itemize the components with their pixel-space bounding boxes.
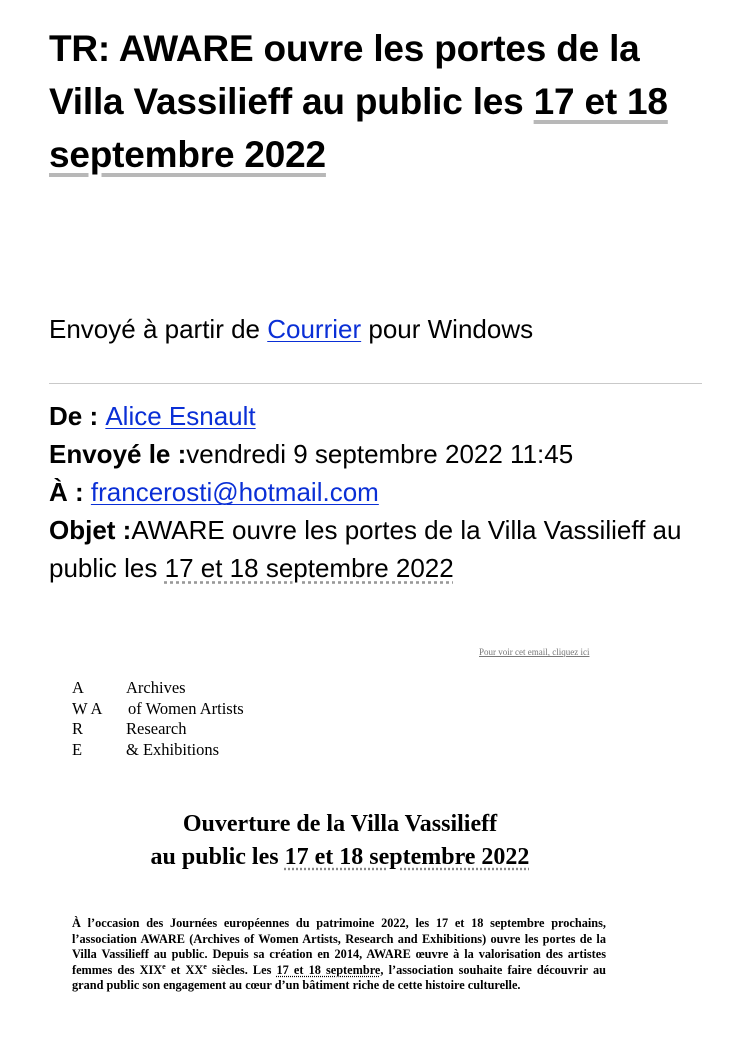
intro-text-3: siècles. Les [206, 962, 277, 977]
logo-word: Archives [126, 678, 186, 697]
sent-from-suffix: pour Windows [361, 314, 534, 344]
newsletter-title-line2 [60, 841, 620, 874]
courrier-link[interactable]: Courrier [267, 314, 362, 344]
logo-word: Research [126, 719, 187, 738]
from-sender-link[interactable]: Alice Esnault [105, 401, 256, 431]
sent-from-line [49, 312, 533, 346]
subject-dates-link[interactable]: 17 et 18 septembre 2022 [164, 553, 454, 583]
subject-label: Objet : [49, 515, 132, 545]
logo-word: of Women Artists [128, 698, 244, 718]
sent-from-prefix: Envoyé à partir de [49, 314, 268, 344]
view-online-link[interactable]: Pour voir cet email, cliquez ici [479, 647, 590, 657]
newsletter-title-prefix: au public les [150, 844, 285, 870]
email-subject [49, 22, 709, 181]
to-row [49, 473, 709, 511]
intro-dates-link[interactable]: 17 et 18 septembre [276, 962, 381, 977]
separator [49, 383, 702, 384]
logo-letter: W A [72, 698, 103, 718]
superscript-e: e [203, 961, 207, 971]
sent-date: vendredi 9 septembre 2022 11:45 [186, 439, 574, 469]
intro-text-4: , l’association souhaite faire découvrir au grand public son engagement au cœur d’un bâtiment riche de cette histoire culturelle. [72, 962, 607, 992]
newsletter-intro-paragraph [72, 916, 606, 994]
from-label: De : [49, 401, 106, 431]
newsletter-title [60, 808, 620, 874]
sent-row [49, 435, 709, 473]
logo-letter: A [72, 678, 84, 697]
newsletter-title-dates-link[interactable]: 17 et 18 septembre 2022 [284, 844, 530, 870]
from-row [49, 397, 709, 435]
newsletter-title-line1: Ouverture de la Villa Vassilieff [182, 811, 498, 837]
forwarded-header [49, 397, 709, 587]
logo-letter: R [72, 719, 84, 738]
to-email-link[interactable]: francerosti@hotmail.com [90, 477, 379, 507]
subject-value: AWARE ouvre les portes de la Villa Vassilieff au public les [49, 515, 682, 583]
superscript-e: e [162, 961, 166, 971]
sent-label: Envoyé le : [49, 439, 187, 469]
to-label: À : [49, 477, 91, 507]
email-subject-dates-link[interactable]: 17 et 18 septembre 2022 [49, 81, 668, 175]
email-subject-text: TR: AWARE ouvre les portes de la Villa Vassilieff au public les [49, 28, 640, 122]
intro-text-1: À l’occasion des Journées européennes du patrimoine 2022, les 17 et 18 septembre prochains, l’association AWARE (Archives of Women Artists, Research and Exhibitions) ouvre les portes de la Villa Vassilieff au public. Depuis sa création en 2014, AWARE œuvre à la valorisation des artistes femmes des XIX [72, 916, 606, 977]
logo-letter: E [72, 739, 83, 759]
logo-word: & Exhibitions [126, 739, 220, 759]
intro-text-2: et XX [165, 962, 204, 977]
subject-row [49, 511, 709, 587]
